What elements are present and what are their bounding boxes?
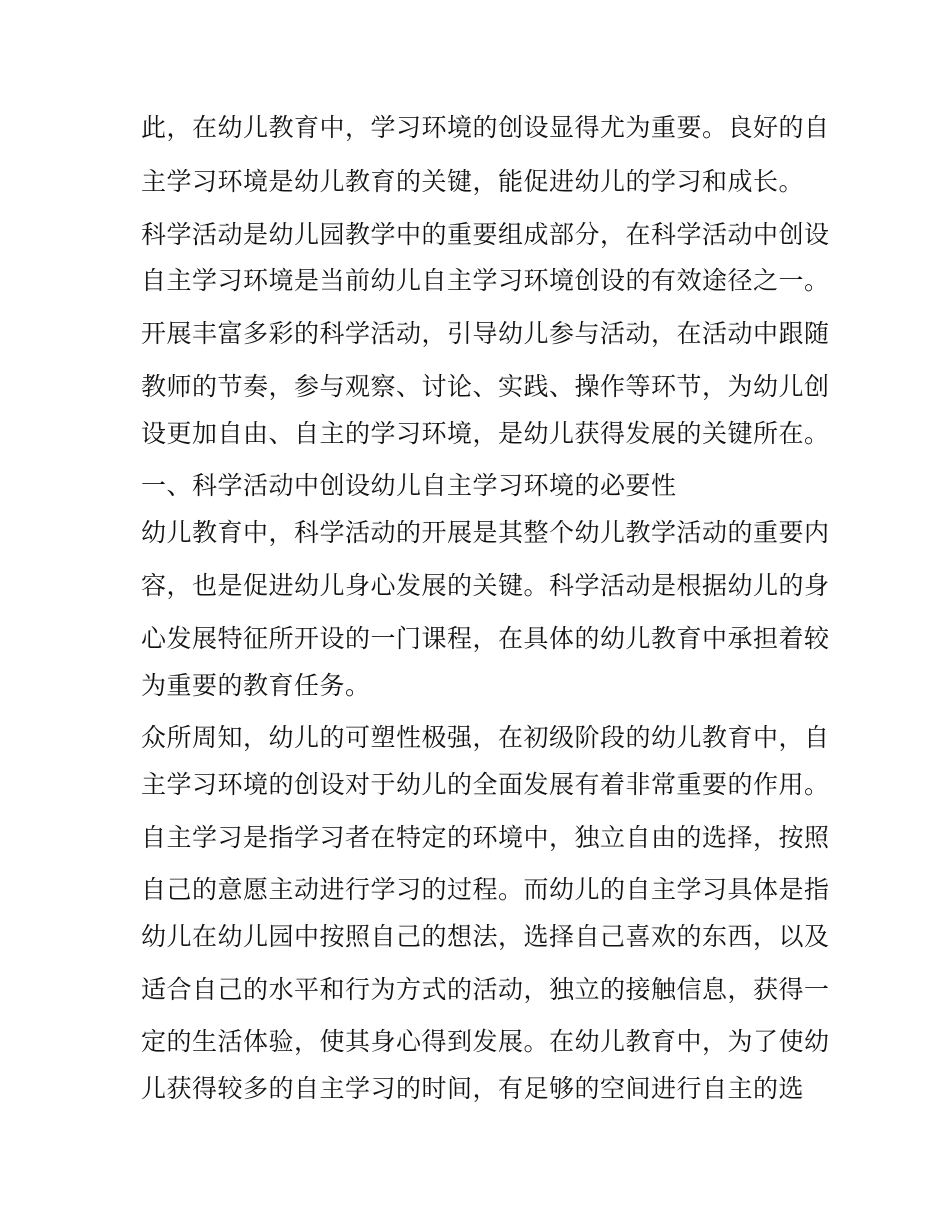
text-line: 主学习环境的创设对于幼儿的全面发展有着非常重要的作用。 — [141, 770, 830, 799]
text-line: 容，也是促进幼儿身心发展的关键。科学活动是根据幼儿的身 — [141, 571, 830, 600]
text-line: 教师的节奏，参与观察、讨论、实践、操作等环节，为幼儿创 — [141, 372, 830, 401]
text-line: 定的生活体验，使其身心得到发展。在幼儿教育中，为了使幼 — [141, 1027, 830, 1056]
text-line: 适合自己的水平和行为方式的活动，独立的接触信息，获得一 — [141, 975, 830, 1004]
text-line: 自主学习是指学习者在特定的环境中，独立自由的选择，按照 — [141, 823, 830, 852]
text-line: 儿获得较多的自主学习的时间，有足够的空间进行自主的选 — [141, 1074, 805, 1103]
text-line: 开展丰富多彩的科学活动，引导幼儿参与活动，在活动中跟随 — [141, 319, 830, 348]
text-line: 幼儿教育中，科学活动的开展是其整个幼儿教学活动的重要内 — [141, 518, 830, 547]
text-line: 主学习环境是幼儿教育的关键，能促进幼儿的学习和成长。 — [141, 167, 805, 196]
text-line: 设更加自由、自主的学习环境，是幼儿获得发展的关键所在。 — [141, 419, 830, 448]
text-line: 自己的意愿主动进行学习的过程。而幼儿的自主学习具体是指 — [141, 875, 830, 904]
text-line: 众所周知，幼儿的可塑性极强，在初级阶段的幼儿教育中，自 — [141, 723, 830, 752]
text-line: 幼儿在幼儿园中按照自己的想法，选择自己喜欢的东西，以及 — [141, 922, 830, 951]
text-line: 心发展特征所开设的一门课程，在具体的幼儿教育中承担着较 — [141, 624, 830, 653]
text-line: 为重要的教育任务。 — [141, 671, 371, 700]
text-line: 此，在幼儿教育中，学习环境的创设显得尤为重要。良好的自 — [141, 113, 830, 142]
text-line: 科学活动是幼儿园教学中的重要组成部分，在科学活动中创设 — [141, 220, 830, 249]
text-line: 自主学习环境是当前幼儿自主学习环境创设的有效途径之一。 — [141, 266, 830, 295]
section-heading: 一、科学活动中创设幼儿自主学习环境的必要性 — [141, 471, 677, 500]
